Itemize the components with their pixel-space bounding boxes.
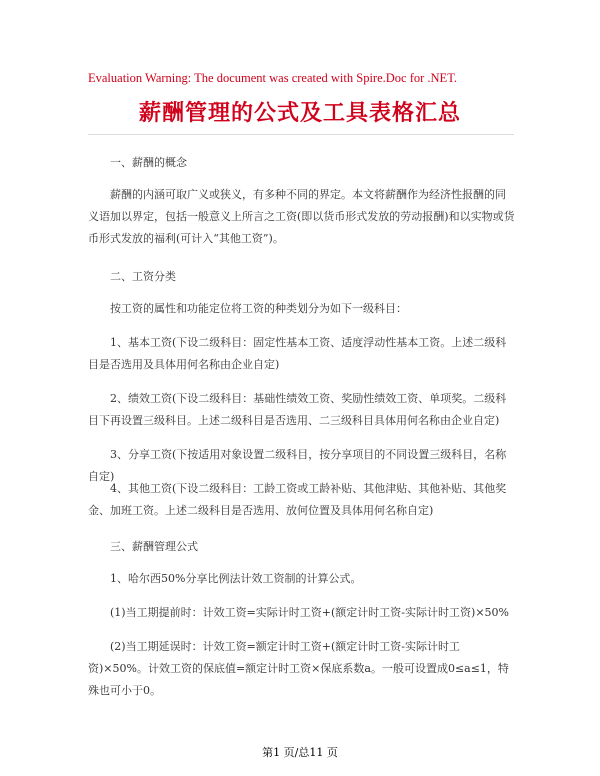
list-item: 3、分享工资(下按适用对象设置二级科目，按分享项目的不同设置三级科目，名称自定) — [88, 448, 507, 483]
section-heading-2: 二、工资分类 — [110, 270, 176, 283]
formula: (2)当工期延误时：计效工资=额定计时工资+(额定计时工资-实际计时工资)×50%。计效工资的保底值=额定计时工资×保底系数a。一般可设置成0≤a≤1，特殊也可小于0。 — [88, 640, 509, 697]
list-item: 1、基本工资(下设二级科目：固定性基本工资、适度浮动性基本工资。上述二级科目是否选用及具体用何名称由企业自定) — [88, 336, 507, 371]
paragraph: 1、哈尔西50%分享比例法计效工资制的计算公式。 — [110, 572, 362, 585]
section-heading-1: 一、薪酬的概念 — [110, 156, 187, 169]
page-footer: 第1 页/总11 页 — [262, 746, 338, 759]
paragraph: 薪酬的内涵可取广义或狭义，有多种不同的界定。本文将薪酬作为经济性报酬的同义语加以界定，包括一般意义上所言之工资(即以货币形式发放的劳动报酬)和以实物或货币形式发放的福利(可计入“其他工资”)。 — [88, 188, 515, 245]
formula: (1)当工期提前时：计效工资=实际计时工资+(额定计时工资-实际计时工资)×50% — [110, 606, 509, 619]
list-item: 2、绩效工资(下设二级科目：基础性绩效工资、奖励性绩效工资、单项奖。二级科目下再设置三级科目。上述二级科目是否选用、二三级科目具体用何名称由企业自定) — [88, 392, 507, 427]
section-heading-3: 三、薪酬管理公式 — [110, 540, 198, 553]
paragraph: 按工资的属性和功能定位将工资的种类划分为如下一级科目： — [110, 302, 407, 315]
evaluation-warning: Evaluation Warning: The document was created with Spire.Doc for .NET. — [88, 71, 458, 85]
title-divider — [88, 134, 514, 135]
document-title: 薪酬管理的公式及工具表格汇总 — [138, 100, 461, 126]
list-item: 4、其他工资(下设二级科目：工龄工资或工龄补贴、其他津贴、其他补贴、其他奖金、加班工资。上述二级科目是否选用、放何位置及具体用何名称自定) — [88, 482, 507, 517]
